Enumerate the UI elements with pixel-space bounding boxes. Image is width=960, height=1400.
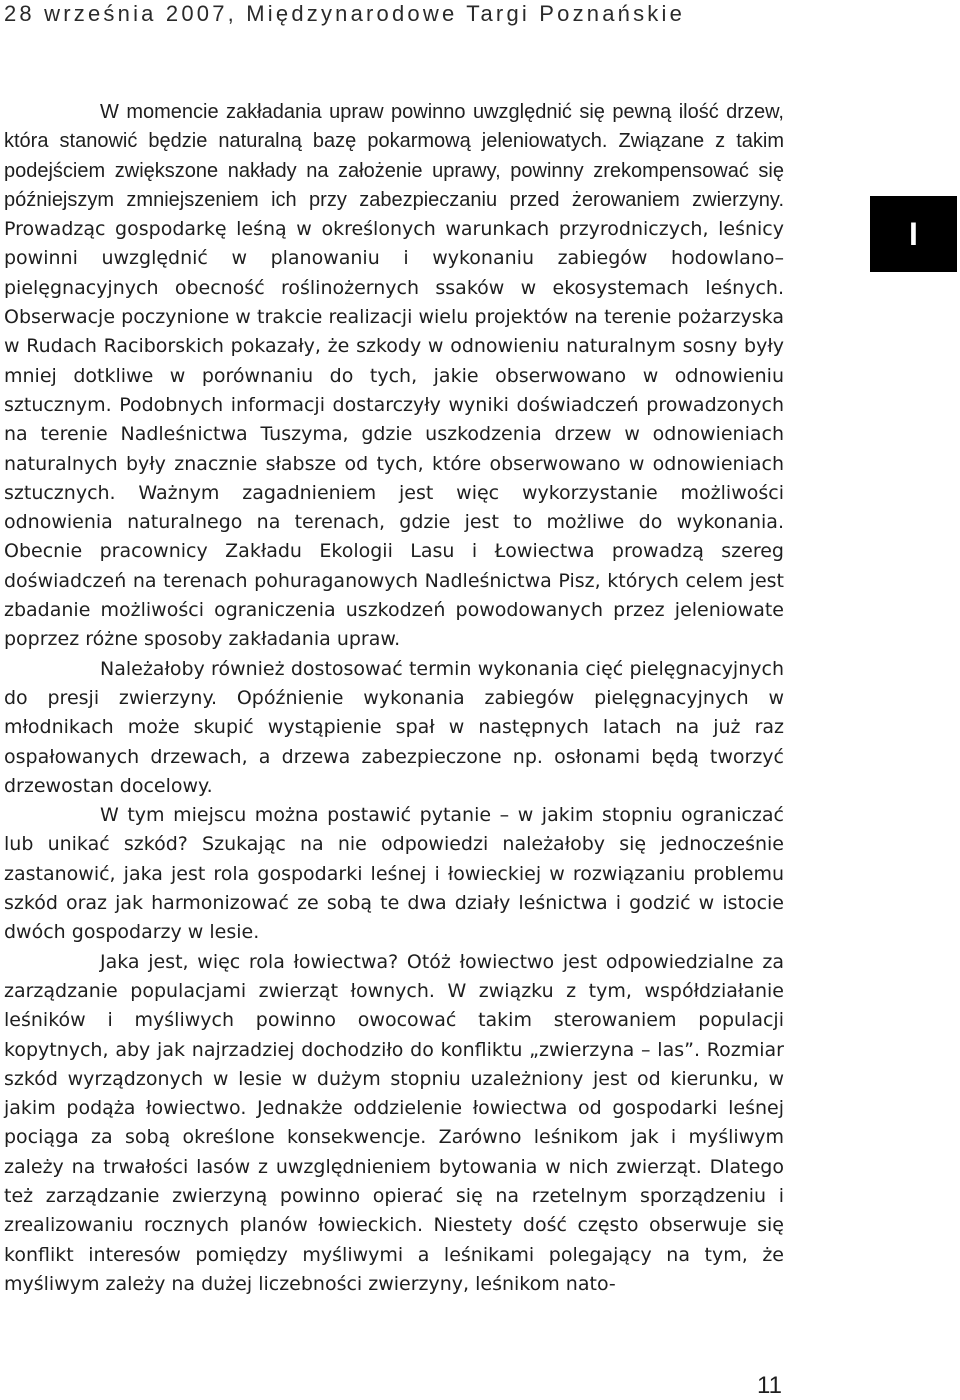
paragraph-1	[4, 98, 784, 655]
section-tab	[870, 196, 957, 272]
paragraph-1-lead: W momencie zakładania upraw powinno uwzględnić się pewną ilość drzew, która stanowić będzie naturalną bazę pokarmową jeleniowatych. Związane z takim podejściem zwiększone nakłady na założenie uprawy, powinny zrekompensować się późniejszym zmniejszeniem ich przy zabezpieczaniu przed żerowaniem zwierzyny.	[4, 101, 784, 211]
paragraph-2: Należałoby również dostosować termin wykonania cięć pielęgnacyjnych do presji zwierzyny. Opóźnienie wykonania zabiegów pielęgnacyjnych w młodnikach może skupić wystąpienie spał w następnych latach na już raz ospałowanych drzewach, a drzewa zabezpieczone np. osłonami będą tworzyć drzewostan docelowy.	[4, 657, 784, 797]
paragraph-4: Jaka jest, więc rola łowiectwa? Otóż łowiectwo jest odpowiedzialne za zarządzanie populacjami zwierząt łownych. W związku z tym, współdziałanie leśników i myśliwych powinno owocować takim sterowaniem populacji kopytnych, aby jak najrzadziej dochodziło do konfliktu „zwierzyna – las”. Rozmiar szkód wyrządzonych w lesie w dużym stopniu uzależniony jest od kierunku, w jakim podąża łowiectwo. Jednakże oddzielenie łowiectwa od gospodarki leśnej pociąga za sobą określone konsekwencje. Zarówno leśnikom jak i myśliwym zależy na trwałości lasów z uwzględnieniem bytowania w nich zwierząt. Dlatego też zarządzanie zwierzyną powinno opierać się na rzetelnym sporządzeniu i zrealizowaniu rocznych planów łowieckich. Niestety dość często obserwuje się konflikt interesów pomiędzy myśliwymi a leśnikami polegający na tym, że myśliwym zależy na dużej liczebności zwierzyny, leśnikom nato-	[4, 950, 784, 1295]
page-header: 28 września 2007, Międzynarodowe Targi Poznańskie	[4, 1, 686, 26]
page-number: 11	[757, 1372, 782, 1399]
paragraph-1-rest: Prowadząc gospodarkę leśną w określonych warunkach przyrodniczych, leśnicy powinni uwzględnić w planowaniu i wykonaniu zabiegów hodowlano–pielęgnacyjnych obecność roślinożernych ssaków w ekosystemach leśnych. Obserwacje poczynione w trakcie realizacji wielu projektów na terenie pożarzyska w Rudach Raciborskich pokazały, że szkody w odnowieniu naturalnym sosny były mniej dotkliwe w porównaniu do tych, jakie obserwowano w odnowieniu sztucznym. Podobnych informacji dostarczyły wyniki doświadczeń prowadzonych na terenie Nadleśnictwa Tuszyma, gdzie uszkodzenia drzew w odnowieniach naturalnych były znacznie słabsze od tych, które obserwowano w odnowieniach sztucznych. Ważnym zagadnieniem jest więc wykorzystanie możliwości odnowienia naturalnego na terenach, gdzie jest to możliwe do wykonania. Obecnie pracownicy Zakładu Ekologii Lasu i Łowiectwa prowadzą szereg doświadczeń na terenach pohuraganowych Nadleśnictwa Pisz, których celem jest zbadanie możliwości ograniczenia uszkodzeń powodowanych przez jeleniowate poprzez różne sposoby zakładania upraw.	[4, 218, 784, 651]
paragraph-3: W tym miejscu można postawić pytanie – w jakim stopniu ograniczać lub unikać szkód? Szukając na nie odpowiedzi należałoby się jednocześnie zastanowić, jaka jest rola gospodarki leśnej i łowieckiej w rozwiązaniu problemu szkód oraz jak harmonizować ze sobą te dwa działy leśnictwa i godzić w istocie dwóch gospodarzy w lesie.	[4, 804, 784, 944]
article-body	[4, 98, 784, 1299]
section-tab-label: I	[909, 215, 918, 252]
